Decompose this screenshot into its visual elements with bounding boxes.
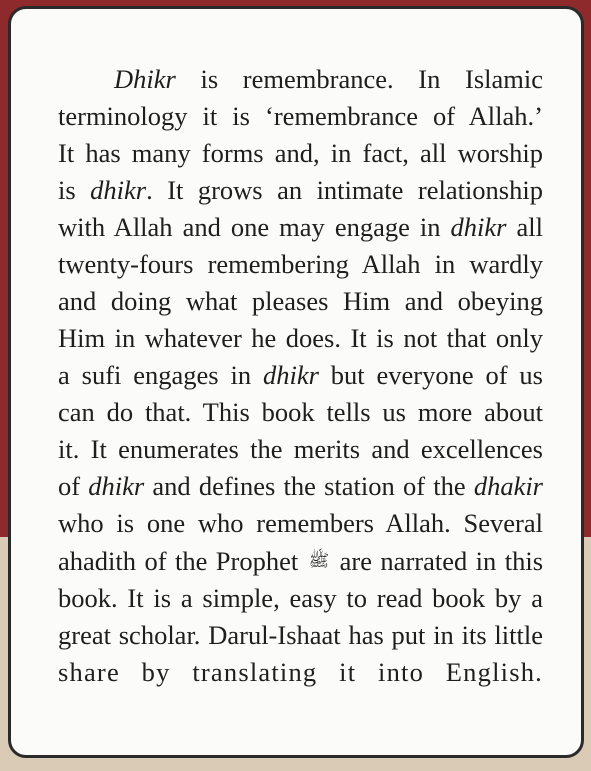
honorific-glyph: ﷺ (308, 551, 330, 570)
text-line: share by translating it into English. (58, 657, 543, 687)
text-line: and doing what pleases Him and obeying (58, 286, 543, 316)
text-line: Dhikr is remembrance. In Islamic (114, 64, 543, 94)
book-description (58, 61, 543, 691)
text-line: twenty-fours remembering Allah in wardly (58, 249, 543, 279)
text-line: it. It enumerates the merits and excellences (58, 434, 543, 464)
text-line: a sufi engages in dhikr but everyone of us (58, 360, 543, 390)
text-line: with Allah and one may engage in dhikr all (58, 212, 543, 242)
text-line: who is one who remembers Allah. Several (58, 508, 543, 538)
text-line: ahadith of the Prophet ﷺ are narrated in this (58, 542, 543, 580)
text-line: is dhikr. It grows an intimate relationship (58, 175, 543, 205)
text-line: of dhikr and defines the station of the dhakir (58, 471, 543, 501)
text-line: terminology it is ‘remembrance of Allah.’ (58, 101, 543, 131)
text-line: can do that. This book tells us more about (58, 397, 543, 427)
text-line: great scholar. Darul-Ishaat has put in its little (58, 620, 543, 650)
text-line: Him in whatever he does. It is not that only (58, 323, 543, 353)
text-line: book. It is a simple, easy to read book by a (58, 583, 543, 613)
description-panel (8, 6, 584, 758)
text-line: It has many forms and, in fact, all worship (58, 138, 543, 168)
